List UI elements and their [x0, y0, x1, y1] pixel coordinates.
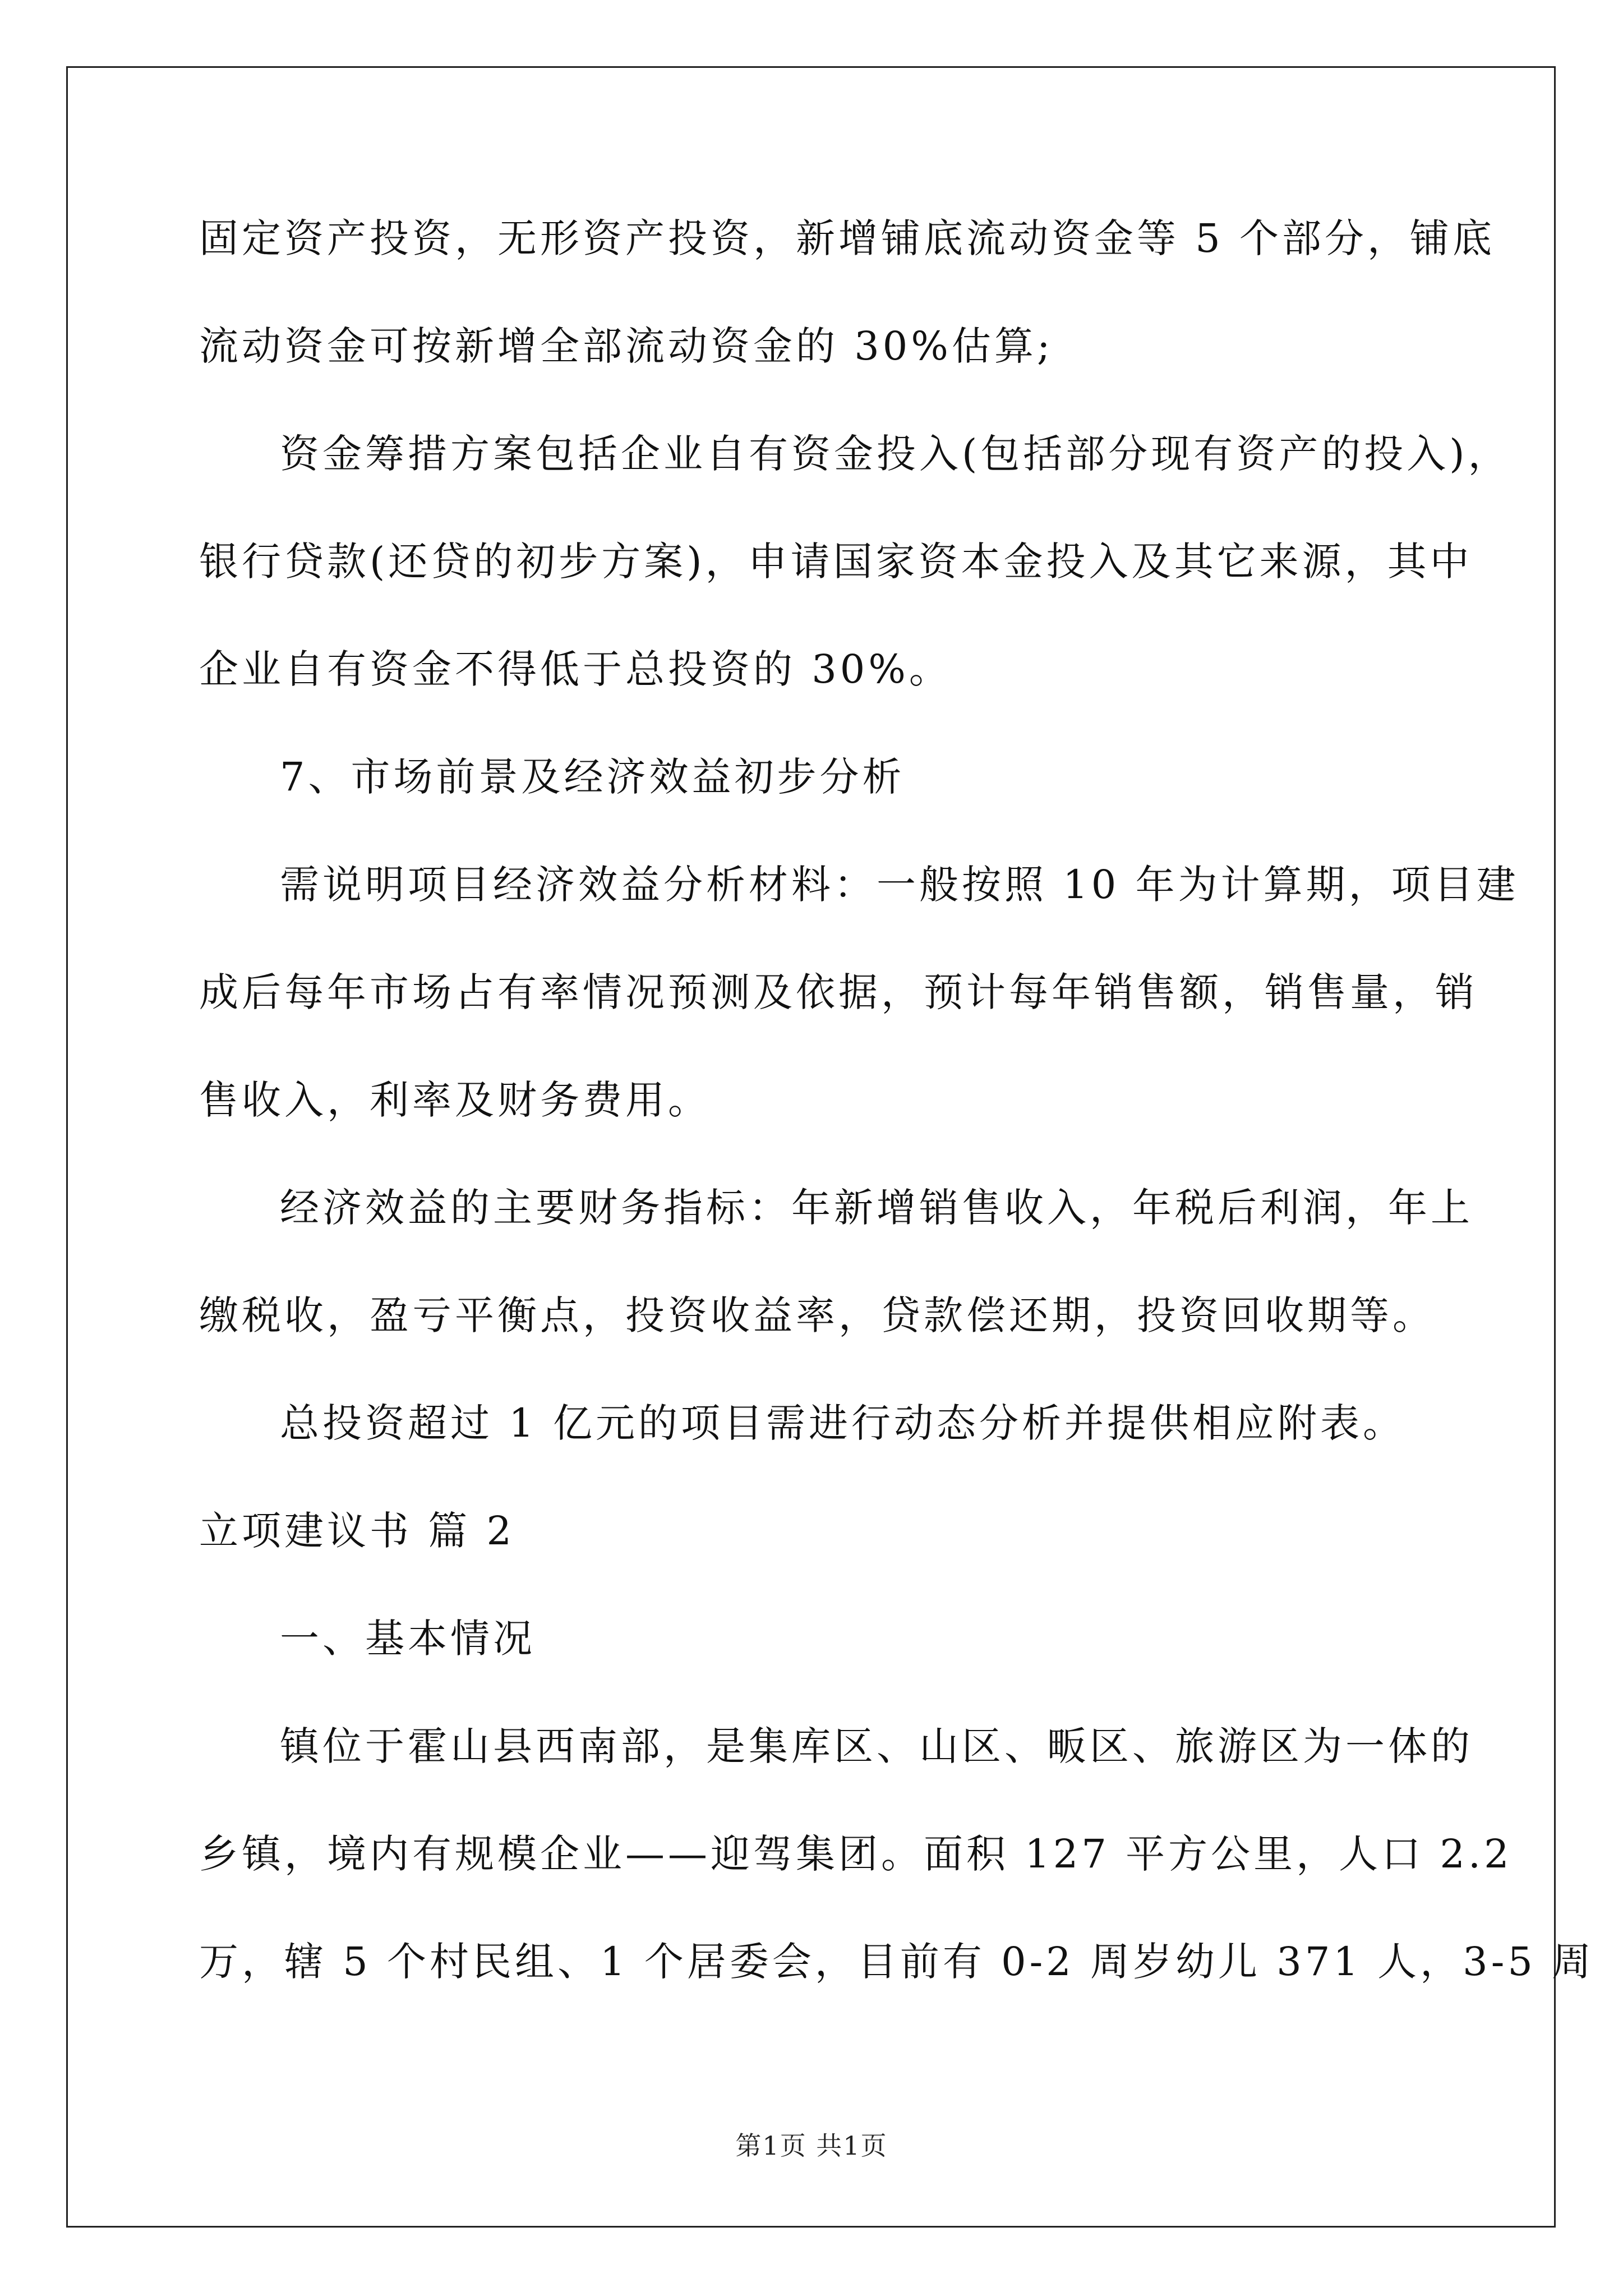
text-line-17: 万，辖 5 个村民组、1 个居委会，目前有 0-2 周岁幼儿 371 人，3-5 周: [199, 1939, 1595, 1985]
text-line-15: 镇位于霍山县西南部，是集库区、山区、畈区、旅游区为一体的: [280, 1723, 1473, 1769]
text-line-3: 资金筹措方案包括企业自有资金投入(包括部分现有资产的投入)，: [280, 431, 1511, 477]
page-footer: 第1页 共1页: [735, 2131, 888, 2161]
section-heading-7: 7、市场前景及经济效益初步分析: [280, 754, 905, 800]
text-line-10: 经济效益的主要财务指标：年新增销售收入，年税后利润，年上: [280, 1185, 1473, 1231]
section-heading-1: 一、基本情况: [280, 1616, 536, 1662]
text-line-11: 缴税收，盈亏平衡点，投资收益率，贷款偿还期，投资回收期等。: [199, 1292, 1435, 1338]
text-line-7: 需说明项目经济效益分析材料：一般按照 10 年为计算期，项目建: [280, 862, 1519, 908]
text-line-1: 固定资产投资，无形资产投资，新增铺底流动资金等 5 个部分，铺底: [199, 215, 1496, 261]
text-line-12: 总投资超过 1 亿元的项目需进行动态分析并提供相应附表。: [280, 1400, 1406, 1446]
article-title: 立项建议书 篇 2: [199, 1508, 515, 1554]
text-line-9: 售收入，利率及财务费用。: [199, 1077, 711, 1123]
page-border: [66, 66, 1556, 2228]
text-line-16: 乡镇，境内有规模企业——迎驾集团。面积 127 平方公里，人口 2.2: [199, 1831, 1513, 1877]
text-line-5: 企业自有资金不得低于总投资的 30%。: [199, 646, 952, 692]
text-line-2: 流动资金可按新增全部流动资金的 30%估算;: [199, 323, 1054, 369]
text-line-4: 银行贷款(还贷的初步方案)，申请国家资本金投入及其它来源，其中: [199, 539, 1473, 585]
text-line-8: 成后每年市场占有率情况预测及依据，预计每年销售额，销售量，销: [199, 969, 1478, 1015]
